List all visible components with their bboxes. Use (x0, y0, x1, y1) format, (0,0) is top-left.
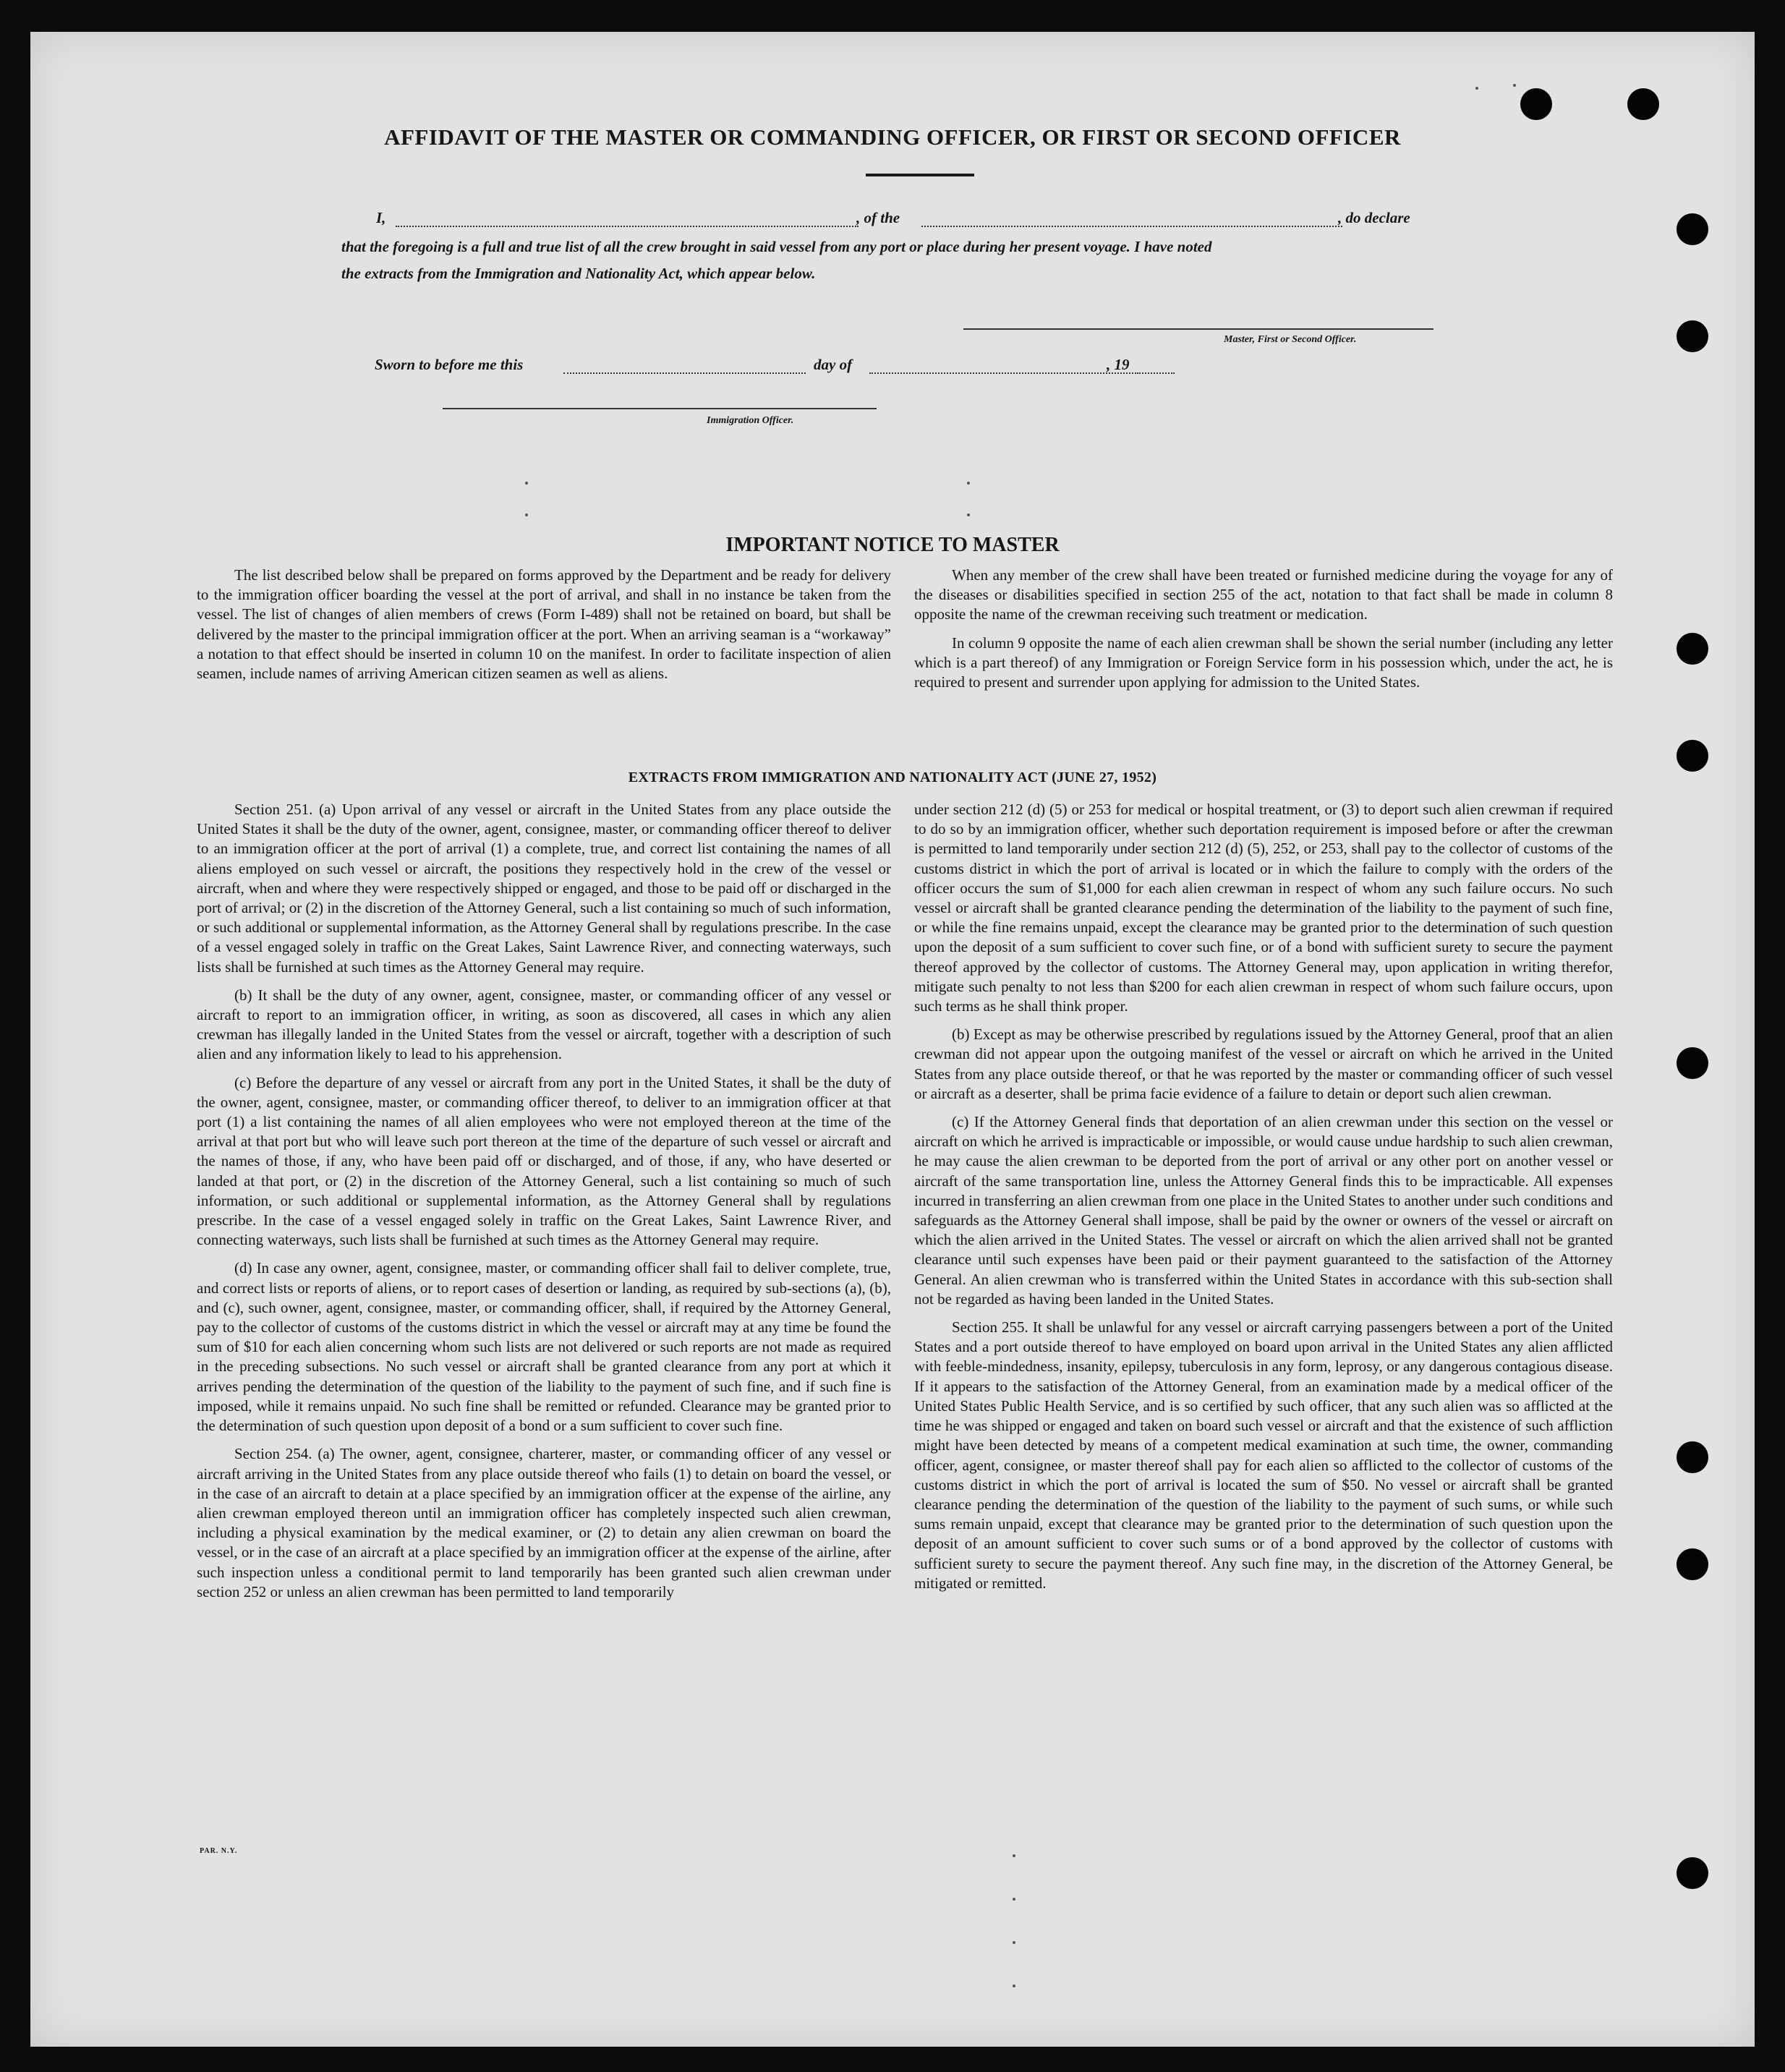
section-255: Section 255. It shall be unlawful for any vessel or aircraft carrying passengers between a port of the United States and a port outside thereof to have employed on board upon arrival in the United States any alien afflicted with feeble-mindedness, insanity, epilepsy, tuberculosis in any form, leprosy, or any dangerous contagious disease. If it appears to the satisfaction of the Attorney General, from an examination made by a medical officer of the United States Public Health Service, and is so certified by such officer, that any such alien was so afflicted at the time he was shipped or engaged and taken on board such vessel or aircraft and that the existence of such affliction might have been detected by means of a competent medical examination at such time, the owner, commanding officer, agent, consignee, or master thereof shall pay for each alien so afflicted to the collector of customs of the customs district in which the port of arrival is located the sum of $50. No vessel or aircraft shall be granted clearance pending the determination of the question of the liability to the payment of such sums, or while such sums remain unpaid, except that clearance may be granted prior to the determination of such question upon the deposit of an amount sufficient to cover such sums or of a bond approved by the collector of customs with sufficient surety to secure the payment thereof. Any such fine may, in the discretion of the Attorney General, be mitigated or remitted. (914, 1318, 1613, 1592)
section-251-a: Section 251. (a) Upon arrival of any vessel or aircraft in the United States from any place outside the United States it shall be the duty of the owner, agent, consignee, master, or commanding officer thereof to deliver to an immigration officer at the port of arrival (1) a complete, true, and correct list containing the names of all aliens employed on such vessel or aircraft, the positions they respectively hold in the crew of the vessel or aircraft, when and where they were respectively shipped or engaged, and those to be paid off or discharged in the port of arrival; or (2) in the discretion of the Attorney General, such a list containing so much of such information, or such additional or supplemental information, as the Attorney General shall by regulations prescribe. In the case of a vessel engaged solely in traffic on the Great Lakes, Saint Lawrence River, and connecting waterways, such lists shall be furnished at such times as the Attorney General may require. (197, 801, 891, 976)
paper-speck (1013, 1941, 1015, 1944)
paper-speck (525, 482, 528, 485)
vessel-name-field[interactable] (921, 226, 1342, 227)
sworn-month-field[interactable] (869, 372, 1138, 374)
section-251-b: (b) It shall be the duty of any owner, agent, consignee, master, or commanding officer of any vessel or aircraft to report to an immigration officer, in writing, as soon as discovered, all cases in which any alien crewman has illegally landed in the United States from the vessel or aircraft, together with a description of such alien and any information likely to lead to his apprehension. (197, 986, 891, 1063)
punch-hole (1677, 1857, 1708, 1889)
officer-signature-field[interactable] (443, 408, 877, 409)
punch-hole (1677, 320, 1708, 352)
punch-hole (1677, 740, 1708, 772)
document-page (30, 32, 1755, 2047)
immigration-officer-label: Immigration Officer. (707, 415, 794, 426)
paper-speck (1475, 87, 1478, 90)
section-251-c: (c) Before the departure of any vessel or aircraft from any port in the United States, it shall be the duty of the owner, agent, consignee, master, or commanding officer thereof, to deliver to an immigration officer at that port (1) a list containing the names of all alien employees who were not employed thereon at the time of the arrival at that port but who will leave such port thereon at the time of the departure of such vessel or aircraft and the names of those, if any, who have been paid off or discharged, and of those, if any, who have deserted or landed at that port, or (2) in the discretion of the Attorney General, such a list containing so much of such information, or such additional or supplemental information, as the Attorney General shall by regulations prescribe. In the case of a vessel engaged solely in traffic on the Great Lakes, Saint Lawrence River, and connecting waterways, such lists shall be furnished at such times as the Attorney General may require. (197, 1073, 891, 1249)
section-254-a-continued: under section 212 (d) (5) or 253 for medical or hospital treatment, or (3) to deport such alien crewman if required to do so by an immigration officer, whether such deportation requirement is imposed before or after the crewman is permitted to land temporarily under section 212 (d) (5), 252, or 253, shall pay to the collector of customs of the customs district in which the port of arrival is located or in which the failure to comply with the orders of the officer occurs the sum of $1,000 for each alien crewman in respect of whom any such failure occurs. No such vessel or aircraft shall be granted clearance pending the determination of the liability to the payment of such fine, or while the fine remains unpaid, except the clearance may be granted prior to the determination of such question upon the deposit of a sum sufficient to cover such fine, or of a bond with sufficient surety to secure the payment thereof approved by the collector of customs. The Attorney General may, upon application in writing therefor, mitigate such penalty to not less than $200 for each alien crewman in respect of whom such failure occurs, upon such terms as he shall think proper. (914, 801, 1613, 1015)
master-signature-label: Master, First or Second Officer. (1224, 334, 1357, 345)
i-label: I, (376, 209, 386, 226)
of-the-label: , of the (856, 209, 900, 226)
punch-hole (1677, 633, 1708, 665)
notice-right-paragraph-2: In column 9 opposite the name of each alien crewman shall be shown the serial number (including any letter which is a part thereof) of any Immigration or Foreign Service form in his possession which, under the act, he is required to present and surrender upon applying for admission to the United States. (914, 634, 1613, 691)
statement-line-1: that the foregoing is a full and true list of all the crew brought in said vessel from any port or place during her present voyage. I have noted (341, 238, 1212, 255)
sworn-year-field[interactable] (1137, 372, 1175, 374)
punch-hole (1520, 88, 1552, 120)
master-signature-field[interactable] (963, 328, 1433, 330)
punch-hole (1677, 213, 1708, 245)
sworn-label: Sworn to before me this (375, 356, 524, 373)
section-251-d: (d) In case any owner, agent, consignee, master, or commanding officer shall fail to deliver complete, true, and correct lists or reports of aliens, or to report cases of desertion or landing, as required by sub-sections (a), (b), and (c), such owner, agent, consignee, master, or commanding officer, shall, if required by the Attorney General, pay to the collector of customs of the customs district in which the vessel or aircraft may at any time be found the sum of $10 for each alien concerning whom such lists are not delivered or such reports are not made as required in the preceding subsections. No such vessel or aircraft shall be granted clearance from any port at which it arrives pending the determination of the question of the liability to the payment of such fine, and if such fine is imposed, while it remains unpaid. No such fine shall be remitted or refunded. Clearance may be granted prior to the determination of such question upon deposit of a bond or a sum sufficient to cover such fine. (197, 1259, 891, 1435)
notice-left-column (197, 566, 891, 692)
sworn-day-field[interactable] (563, 372, 806, 374)
section-254-c: (c) If the Attorney General finds that deportation of an alien crewman under this section on the vessel or aircraft on which he arrived is impracticable or impossible, or would cause undue hardship to such alien crewman, he may cause the alien crewman to be deported from the port of arrival or any other port on another vessel or aircraft of the same transportation line, unless the Attorney General finds this to be impracticable. All expenses incurred in transferring an alien crewman from one place in the United States to another under such conditions and safeguards as the Attorney General shall impose, shall be paid by the owner or owners of the vessel or aircraft on which the alien arrived in the United States. The vessel or aircraft on which the alien arrived shall not be granted clearance until such expenses have been paid or their payment guaranteed to the satisfaction of the Attorney General. An alien crewman who is transferred within the United States in accordance with this sub-section shall not be regarded as having been landed in the United States. (914, 1113, 1613, 1308)
notice-right-column (914, 566, 1613, 701)
punch-hole (1677, 1548, 1708, 1580)
paper-speck (967, 513, 970, 516)
title-rule (866, 174, 974, 176)
day-of-label: day of (814, 356, 853, 373)
paper-speck (1013, 1984, 1015, 1987)
section-254-b: (b) Except as may be otherwise prescribed by regulations issued by the Attorney General, proof that an alien crewman did not appear upon the outgoing manifest of the vessel or aircraft on which he arrived in the United States from any place outside thereof, or that he was reported by the master or commanding officer of such vessel or aircraft as a deserter, shall be prima facie evidence of a failure to detain or deport such alien crewman. (914, 1026, 1613, 1102)
extracts-title: EXTRACTS FROM IMMIGRATION AND NATIONALITY ACT (JUNE 27, 1952) (628, 769, 1157, 785)
do-declare-label: , do declare (1338, 209, 1410, 226)
declarant-name-field[interactable] (396, 226, 859, 227)
notice-title: IMPORTANT NOTICE TO MASTER (725, 534, 1060, 556)
year-label: , 19 (1107, 356, 1130, 373)
paper-speck (525, 513, 528, 516)
punch-hole (1677, 1047, 1708, 1079)
extracts-left-column (197, 800, 891, 1611)
paper-speck (1513, 84, 1516, 87)
section-254-a: Section 254. (a) The owner, agent, consignee, charterer, master, or commanding officer of any vessel or aircraft arriving in the United States from any place outside thereof who fails (1) to detain on board the vessel, or in the case of an aircraft to detain at a place specified by an immigration officer at the expense of the airline, any alien crewman employed thereon until an immigration officer has completely inspected such alien crewman, including a physical examination by the medical examiner, or (2) to detain any alien crewman on board the vessel, or in the case of an aircraft at a place specified by an immigration officer at the expense of the airline, after such inspection unless a conditional permit to land temporarily has been granted such alien crewman under section 252 or unless an alien crewman has been permitted to land temporarily (197, 1445, 891, 1600)
affidavit-title: AFFIDAVIT OF THE MASTER OR COMMANDING OFFICER, OR FIRST OR SECOND OFFICER (384, 124, 1401, 150)
statement-line-2: the extracts from the Immigration and Nationality Act, which appear below. (341, 265, 816, 282)
punch-hole (1627, 88, 1659, 120)
printer-code: PAR. N.Y. (200, 1847, 238, 1855)
notice-left-paragraph: The list described below shall be prepared on forms approved by the Department and be ready for delivery to the immigration officer boarding the vessel at the port of arrival, and shall in no instance be taken from the vessel. The list of changes of alien members of crews (Form I-489) shall not be retained on board, but shall be delivered by the master to the principal immigration officer at the port. When an arriving seaman is a “workaway” a notation to that effect should be inserted in column 10 on the manifest. In order to facilitate inspection of alien seamen, include names of arriving American citizen seamen as well as aliens. (197, 566, 891, 683)
paper-speck (1013, 1854, 1015, 1857)
punch-hole (1677, 1441, 1708, 1473)
extracts-right-column (914, 800, 1613, 1602)
notice-right-paragraph-1: When any member of the crew shall have been treated or furnished medicine during the voyage for any of the diseases or disabilities specified in section 255 of the act, notation to that fact shall be made in column 8 opposite the name of the crewman receiving such treatment or medication. (914, 566, 1613, 623)
paper-speck (967, 482, 970, 485)
paper-speck (1013, 1898, 1015, 1901)
